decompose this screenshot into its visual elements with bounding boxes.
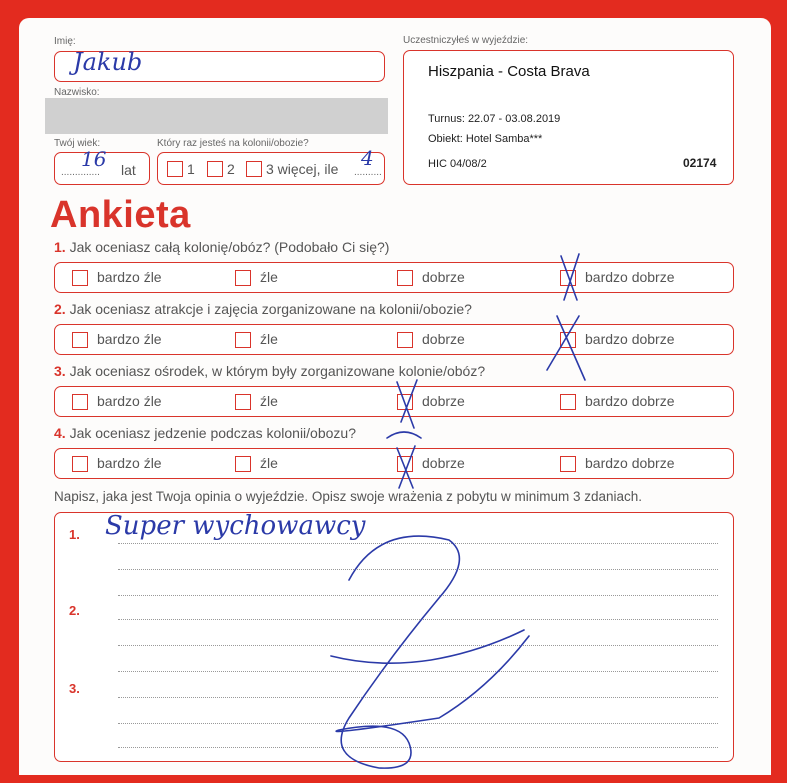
opinion-line-3-number: 3.: [69, 681, 80, 696]
age-label: Twój wiek:: [54, 138, 101, 149]
trip-code: HIC 04/08/2: [428, 158, 487, 170]
q4-option-dobrze: dobrze: [422, 455, 465, 471]
q1-option-bardzo-dobrze: bardzo dobrze: [585, 269, 675, 285]
q2-option-bardzo-zle: bardzo źle: [97, 331, 162, 347]
question-1-label: Jak oceniasz całą kolonię/obóz? (Podobało Ci się?): [69, 239, 390, 255]
q1-check-mark: [561, 254, 579, 300]
q1-option-dobrze: dobrze: [422, 269, 465, 285]
q4-option-zle: źle: [260, 455, 278, 471]
q3-check-mark: [397, 380, 417, 428]
trip-label: Uczestniczyłeś w wyjeździe:: [403, 35, 529, 46]
q2-check-mark: [547, 316, 585, 380]
trip-destination: Hiszpania - Costa Brava: [428, 63, 590, 80]
opinion-handwriting: Super wychowawcy: [105, 511, 366, 541]
handwritten-marks: [19, 18, 771, 775]
question-3-number: 3.: [54, 363, 66, 379]
q2-option-bardzo-dobrze: bardzo dobrze: [585, 331, 675, 347]
times-option-1: 1: [187, 161, 195, 177]
q3-option-dobrze: dobrze: [422, 393, 465, 409]
surname-label: Nazwisko:: [54, 87, 100, 98]
age-handwriting: 16: [81, 147, 107, 171]
name-handwriting: Jakub: [73, 48, 143, 76]
age-dots: ..............: [61, 167, 100, 178]
times-option-3: 3 więcej, ile: [266, 161, 339, 177]
trip-number: 02174: [683, 156, 717, 170]
q4-check-mark: [387, 432, 421, 488]
question-2-number: 2.: [54, 301, 66, 317]
opinion-line-2-number: 2.: [69, 603, 80, 618]
times-dots: ..........: [354, 167, 382, 178]
survey-title: Ankieta: [50, 194, 191, 236]
trip-turnus: Turnus: 22.07 - 03.08.2019: [428, 113, 561, 125]
question-4-number: 4.: [54, 425, 66, 441]
question-1-number: 1.: [54, 239, 66, 255]
times-label: Który raz jesteś na kolonii/obozie?: [157, 138, 309, 149]
q2-option-zle: źle: [260, 331, 278, 347]
name-label: Imię:: [54, 36, 76, 47]
question-4-label: Jak oceniasz jedzenie podczas kolonii/obozu?: [69, 425, 356, 441]
q1-option-bardzo-zle: bardzo źle: [97, 269, 162, 285]
times-handwriting: 4: [361, 146, 374, 170]
q3-option-bardzo-dobrze: bardzo dobrze: [585, 393, 675, 409]
q3-option-zle: źle: [260, 393, 278, 409]
opinion-line-1-number: 1.: [69, 527, 80, 542]
age-unit: lat: [121, 162, 136, 178]
q1-option-zle: źle: [260, 269, 278, 285]
q2-option-dobrze: dobrze: [422, 331, 465, 347]
times-option-2: 2: [227, 161, 235, 177]
survey-sheet: [19, 18, 771, 775]
q4-option-bardzo-zle: bardzo źle: [97, 455, 162, 471]
trip-obiekt: Obiekt: Hotel Samba***: [428, 133, 543, 145]
grade-scribble: [331, 536, 529, 768]
opinion-prompt: Napisz, jaka jest Twoja opinia o wyjeździe. Opisz swoje wrażenia z pobytu w minimum 3 zdaniach.: [54, 489, 643, 504]
question-2-label: Jak oceniasz atrakcje i zajęcia zorganizowane na kolonii/obozie?: [69, 301, 472, 317]
q4-option-bardzo-dobrze: bardzo dobrze: [585, 455, 675, 471]
question-3-label: Jak oceniasz ośrodek, w którym były zorganizowane kolonie/obóz?: [69, 363, 486, 379]
q3-option-bardzo-zle: bardzo źle: [97, 393, 162, 409]
